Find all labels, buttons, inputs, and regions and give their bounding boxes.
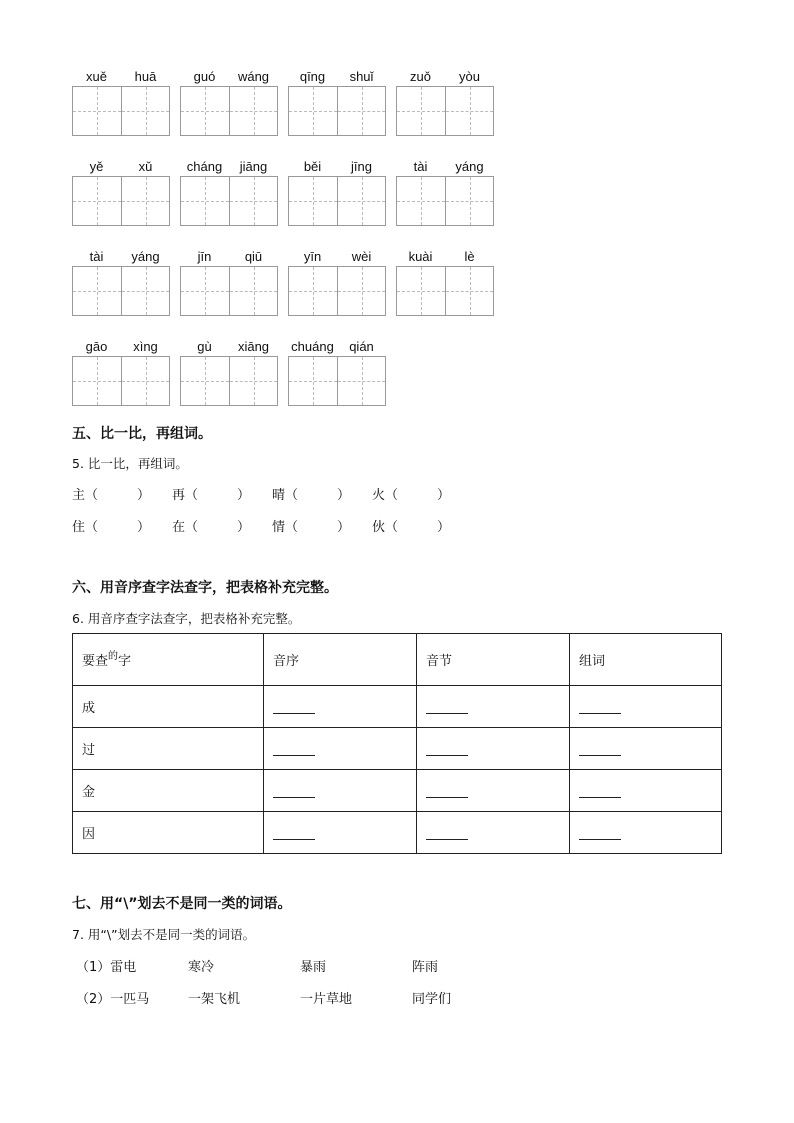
answer-cell[interactable] bbox=[264, 812, 417, 854]
section5-title: 五、比一比，再组词。 bbox=[72, 426, 212, 442]
pinyin-pair bbox=[72, 248, 170, 316]
pinyin-syllable: qián bbox=[349, 339, 374, 354]
writing-box[interactable] bbox=[229, 87, 277, 135]
pinyin-syllable: guó bbox=[193, 69, 216, 84]
answer-cell[interactable] bbox=[417, 686, 570, 728]
pinyin-syllable: tài bbox=[89, 249, 104, 264]
writing-box[interactable] bbox=[73, 357, 121, 405]
writing-box[interactable] bbox=[121, 357, 169, 405]
pinyin-pair bbox=[396, 68, 494, 136]
pinyin-syllable: cháng bbox=[186, 159, 223, 174]
answer-cell[interactable] bbox=[417, 728, 570, 770]
pinyin-pair bbox=[396, 158, 494, 226]
answer-blank[interactable] bbox=[579, 743, 621, 756]
writing-box[interactable] bbox=[337, 177, 385, 225]
pinyin-syllable: gāo bbox=[85, 339, 108, 354]
writing-box[interactable] bbox=[229, 177, 277, 225]
writing-box[interactable] bbox=[397, 177, 445, 225]
pinyin-pair bbox=[288, 248, 386, 316]
pinyin-syllable: yě bbox=[89, 159, 104, 174]
writing-box[interactable] bbox=[181, 267, 229, 315]
compare-item[interactable]: 情（ ） bbox=[272, 520, 351, 535]
answer-cell[interactable] bbox=[264, 770, 417, 812]
pinyin-row-4 bbox=[72, 338, 396, 406]
word-option[interactable]: 寒冷 bbox=[188, 960, 215, 975]
writing-box[interactable] bbox=[289, 357, 337, 405]
answer-cell[interactable] bbox=[417, 770, 570, 812]
word-option[interactable]: 一片草地 bbox=[300, 992, 353, 1007]
writing-box[interactable] bbox=[181, 87, 229, 135]
word-option[interactable]: 一架飞机 bbox=[188, 992, 241, 1007]
header-superscript: 的 bbox=[108, 651, 119, 662]
answer-cell[interactable] bbox=[264, 686, 417, 728]
pinyin-syllable: xǔ bbox=[138, 159, 153, 174]
pinyin-syllable: jīn bbox=[197, 249, 212, 264]
lookup-char: 金 bbox=[73, 770, 264, 812]
header-initial: 音序 bbox=[264, 634, 417, 686]
option-row-1 bbox=[76, 956, 524, 975]
answer-blank[interactable] bbox=[426, 701, 468, 714]
pinyin-pair bbox=[288, 338, 386, 406]
pinyin-syllable: yáng bbox=[455, 159, 484, 174]
answer-cell[interactable] bbox=[570, 812, 722, 854]
answer-blank[interactable] bbox=[426, 785, 468, 798]
pinyin-syllable: wèi bbox=[351, 249, 372, 264]
pinyin-pair bbox=[288, 158, 386, 226]
answer-blank[interactable] bbox=[579, 701, 621, 714]
writing-box[interactable] bbox=[397, 87, 445, 135]
pinyin-syllable: lè bbox=[464, 249, 475, 264]
pinyin-syllable: qiū bbox=[244, 249, 263, 264]
header-text: 要查 bbox=[82, 654, 109, 669]
section6-title: 六、用音序查字法查字，把表格补充完整。 bbox=[72, 580, 338, 596]
answer-cell[interactable] bbox=[570, 728, 722, 770]
compare-item[interactable]: 主（ ） bbox=[72, 488, 151, 503]
pinyin-syllable: xìng bbox=[133, 339, 158, 354]
table-header-row bbox=[73, 634, 722, 686]
answer-blank[interactable] bbox=[426, 743, 468, 756]
writing-box[interactable] bbox=[289, 87, 337, 135]
answer-blank[interactable] bbox=[426, 827, 468, 840]
pinyin-syllable: běi bbox=[303, 159, 322, 174]
pinyin-syllable: jīng bbox=[351, 159, 372, 174]
pinyin-syllable: tài bbox=[413, 159, 428, 174]
compare-row-1 bbox=[72, 484, 472, 503]
table-row bbox=[73, 812, 722, 854]
answer-cell[interactable] bbox=[264, 728, 417, 770]
compare-item[interactable]: 在（ ） bbox=[172, 520, 251, 535]
pinyin-syllable: kuài bbox=[408, 249, 433, 264]
pinyin-syllable: xiāng bbox=[237, 339, 270, 354]
pinyin-syllable: chuáng bbox=[291, 339, 334, 354]
table-row bbox=[73, 686, 722, 728]
pinyin-pair bbox=[396, 248, 494, 316]
writing-box[interactable] bbox=[337, 267, 385, 315]
pinyin-syllable: yáng bbox=[131, 249, 160, 264]
writing-box[interactable] bbox=[289, 267, 337, 315]
answer-cell[interactable] bbox=[570, 686, 722, 728]
header-syllable: 音节 bbox=[417, 634, 570, 686]
answer-blank[interactable] bbox=[273, 701, 315, 714]
answer-blank[interactable] bbox=[273, 785, 315, 798]
section7-question: 7. 用“\”划去不是同一类的词语。 bbox=[72, 927, 256, 942]
writing-box[interactable] bbox=[337, 357, 385, 405]
writing-box[interactable] bbox=[121, 267, 169, 315]
pinyin-syllable: xuě bbox=[86, 69, 107, 84]
pinyin-syllable: yòu bbox=[459, 69, 480, 84]
writing-box[interactable] bbox=[181, 357, 229, 405]
answer-blank[interactable] bbox=[579, 785, 621, 798]
pinyin-syllable: gù bbox=[197, 339, 212, 354]
pinyin-syllable: qīng bbox=[299, 69, 326, 84]
writing-box[interactable] bbox=[229, 357, 277, 405]
writing-box[interactable] bbox=[73, 267, 121, 315]
section5-question: 5. 比一比，再组词。 bbox=[72, 456, 188, 471]
lookup-char: 过 bbox=[73, 728, 264, 770]
table-row bbox=[73, 770, 722, 812]
word-option[interactable]: 同学们 bbox=[412, 992, 452, 1007]
writing-box[interactable] bbox=[121, 177, 169, 225]
answer-blank[interactable] bbox=[273, 743, 315, 756]
table-row bbox=[73, 728, 722, 770]
word-option[interactable]: 阵雨 bbox=[412, 960, 439, 975]
writing-box[interactable] bbox=[337, 87, 385, 135]
pinyin-syllable: huā bbox=[134, 69, 157, 84]
lookup-char: 因 bbox=[73, 812, 264, 854]
lookup-table bbox=[72, 633, 722, 854]
pinyin-pair bbox=[72, 68, 170, 136]
header-words: 组词 bbox=[570, 634, 722, 686]
compare-item[interactable]: 伙（ ） bbox=[372, 520, 451, 535]
writing-box[interactable] bbox=[121, 87, 169, 135]
answer-cell[interactable] bbox=[570, 770, 722, 812]
option-row-2 bbox=[76, 988, 524, 1007]
word-option[interactable]: （2）一匹马 bbox=[76, 992, 150, 1007]
word-option[interactable]: （1）雷电 bbox=[76, 960, 137, 975]
lookup-char: 成 bbox=[73, 686, 264, 728]
compare-item[interactable]: 再（ ） bbox=[172, 488, 251, 503]
pinyin-pair bbox=[180, 158, 278, 226]
compare-row-2 bbox=[72, 516, 472, 535]
compare-item[interactable]: 火（ ） bbox=[372, 488, 451, 503]
pinyin-row-1 bbox=[72, 68, 504, 136]
writing-box[interactable] bbox=[73, 87, 121, 135]
pinyin-pair bbox=[180, 338, 278, 406]
pinyin-syllable: zuǒ bbox=[410, 69, 431, 84]
writing-box[interactable] bbox=[289, 177, 337, 225]
compare-item[interactable]: 晴（ ） bbox=[272, 488, 351, 503]
writing-box[interactable] bbox=[181, 177, 229, 225]
answer-blank[interactable] bbox=[273, 827, 315, 840]
writing-box[interactable] bbox=[445, 267, 493, 315]
pinyin-row-3 bbox=[72, 248, 504, 316]
pinyin-pair bbox=[180, 68, 278, 136]
pinyin-syllable: shuǐ bbox=[349, 69, 374, 84]
writing-box[interactable] bbox=[73, 177, 121, 225]
writing-box[interactable] bbox=[445, 177, 493, 225]
writing-box[interactable] bbox=[445, 87, 493, 135]
compare-item[interactable]: 住（ ） bbox=[72, 520, 151, 535]
writing-box[interactable] bbox=[397, 267, 445, 315]
header-char bbox=[73, 634, 264, 686]
pinyin-row-2 bbox=[72, 158, 504, 226]
pinyin-pair bbox=[288, 68, 386, 136]
answer-blank[interactable] bbox=[579, 827, 621, 840]
pinyin-syllable: yīn bbox=[303, 249, 322, 264]
pinyin-syllable: jiāng bbox=[239, 159, 268, 174]
section6-question: 6. 用音序查字法查字，把表格补充完整。 bbox=[72, 611, 301, 626]
pinyin-pair bbox=[72, 158, 170, 226]
writing-box[interactable] bbox=[229, 267, 277, 315]
pinyin-pair bbox=[72, 338, 170, 406]
word-option[interactable]: 暴雨 bbox=[300, 960, 327, 975]
section7-title: 七、用“\”划去不是同一类的词语。 bbox=[72, 896, 292, 912]
answer-cell[interactable] bbox=[417, 812, 570, 854]
pinyin-syllable: wáng bbox=[237, 69, 270, 84]
header-text: 字 bbox=[118, 654, 132, 669]
pinyin-pair bbox=[180, 248, 278, 316]
